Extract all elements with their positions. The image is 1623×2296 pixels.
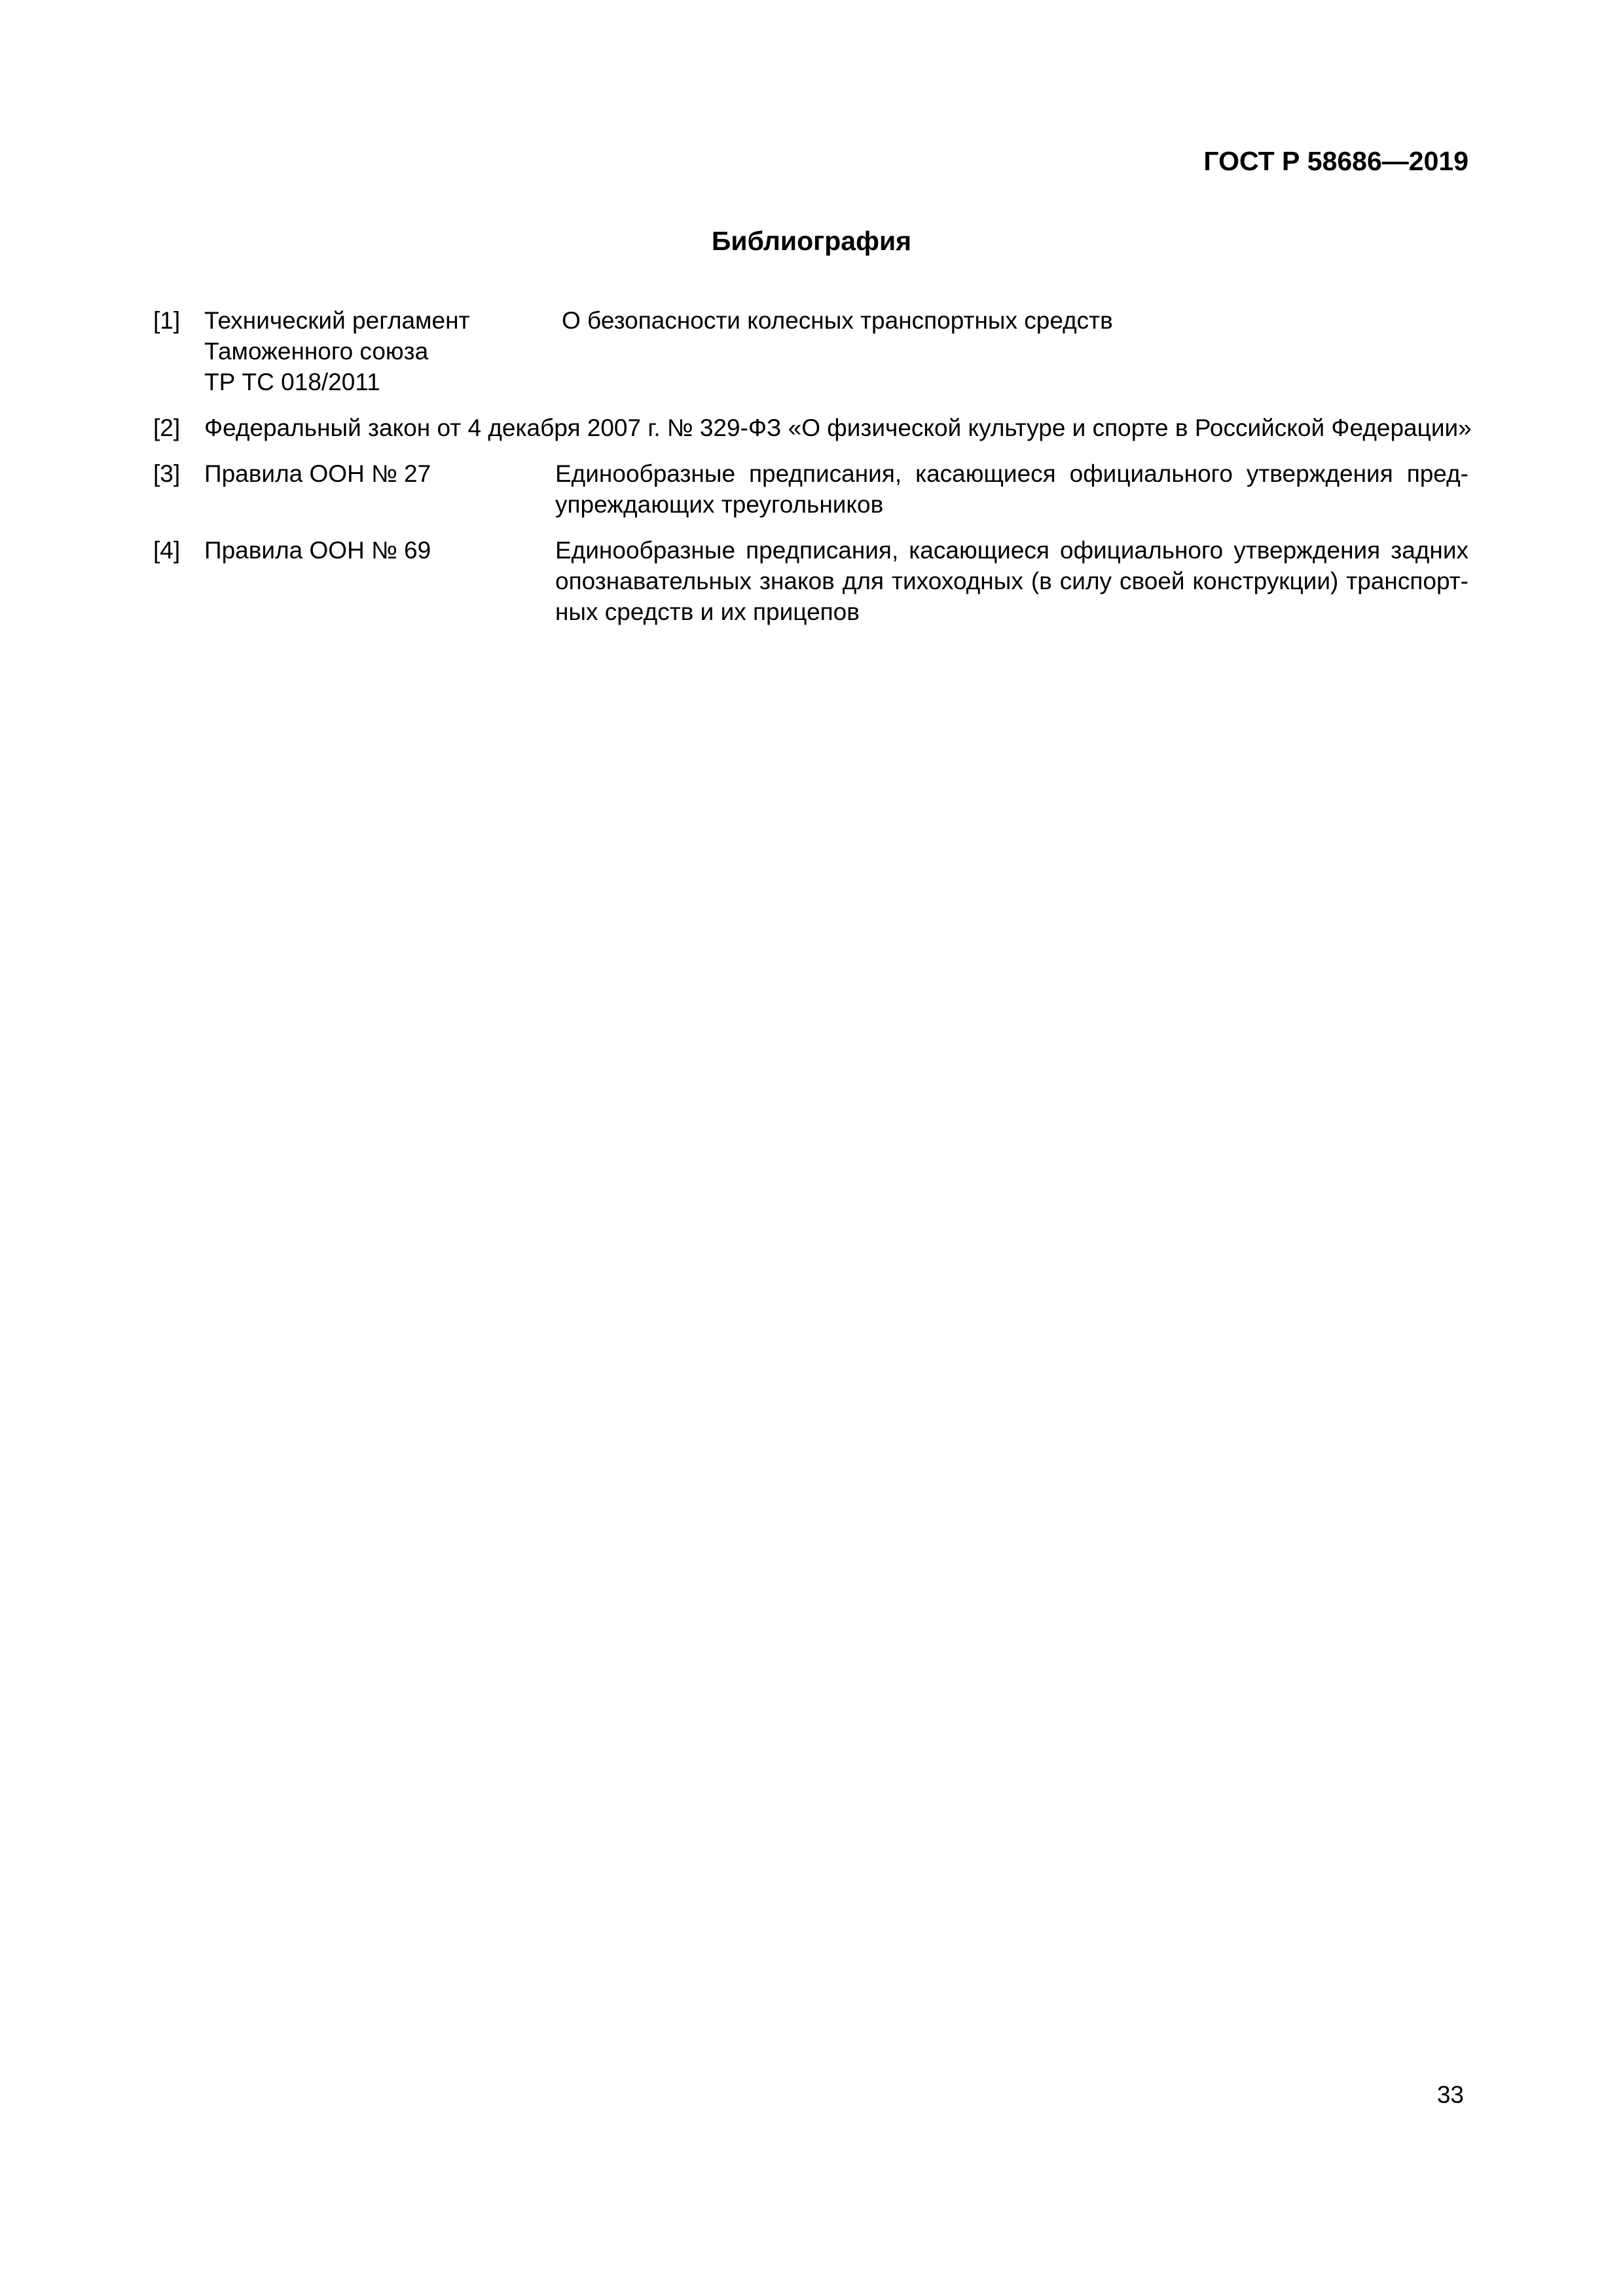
- bibliography-entry-2: [153, 412, 1472, 443]
- reference-number: [2]: [153, 414, 181, 441]
- reference-number: [1]: [153, 307, 181, 334]
- bibliography-entry-1: [153, 305, 1468, 397]
- reference-source-line: Таможенного союза: [204, 338, 429, 365]
- reference-source-line: ТР ТС 018/2011: [204, 369, 380, 395]
- reference-source-line: Правила ООН № 69: [204, 537, 431, 564]
- standard-number: ГОСТ Р 58686—2019: [1203, 146, 1468, 176]
- bibliography-list: [153, 305, 1472, 642]
- bibliography-entry-3: [153, 458, 1468, 520]
- reference-source: [204, 458, 545, 489]
- section-title: Библиография: [711, 226, 912, 256]
- reference-source: [204, 305, 545, 397]
- reference-title: О безопасности колесных транспортных средств: [562, 307, 1113, 334]
- reference-title: Единообразные предписания, касающиеся официального утверждения задних опознавательных знаков для тихоходных (в силу своей конструкции) транспортных средств и их прицепов: [555, 537, 1468, 625]
- reference-source: [204, 535, 545, 566]
- page-number: 33: [1436, 2081, 1464, 2108]
- reference-title: Единообразные предписания, касающиеся официального утверждения предупреждающих треугольников: [555, 460, 1468, 518]
- reference-number: [4]: [153, 537, 181, 564]
- reference-text: Федеральный закон от 4 декабря 2007 г. № 329-ФЗ «О физической культуре и спорте в Российской Федерации»: [204, 414, 1472, 441]
- reference-source-line: Правила ООН № 27: [204, 460, 431, 487]
- reference-source-line: Технический регламент: [204, 307, 470, 334]
- bibliography-entry-4: [153, 535, 1468, 627]
- reference-number: [3]: [153, 460, 181, 487]
